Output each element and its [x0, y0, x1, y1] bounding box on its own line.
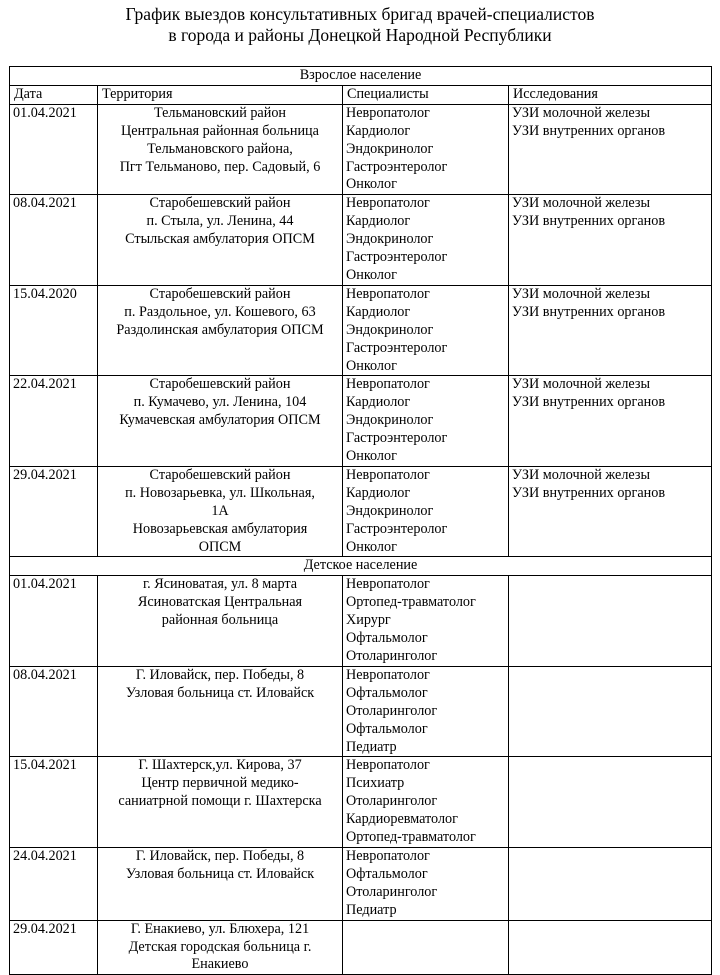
specialists-cell-line: Онколог	[346, 357, 397, 374]
specialists-cell-line: Эндокринолог	[346, 321, 434, 338]
studies-cell-line: УЗИ молочной железы	[512, 104, 651, 121]
date-cell: 24.04.2021	[10, 847, 98, 920]
specialists-cell	[343, 466, 509, 557]
studies-cell	[509, 376, 712, 467]
column-header-specialists: Специалисты	[343, 85, 509, 104]
territory-cell	[98, 666, 343, 757]
specialists-cell-line: Невропатолог	[346, 666, 430, 683]
territory-cell-line: Центр первичной медико-	[141, 775, 299, 792]
date-cell: 29.04.2021	[10, 466, 98, 557]
territory-cell	[98, 104, 343, 195]
studies-cell	[509, 104, 712, 195]
specialists-cell	[343, 195, 509, 286]
territory-cell-line: Стыльская амбулатория ОПСМ	[125, 231, 315, 248]
specialists-cell-line: Кардиолог	[346, 484, 411, 501]
specialists-cell-line: Невропатолог	[346, 757, 430, 774]
specialists-cell-line: Гастроэнтеролог	[346, 430, 448, 447]
studies-cell-line: УЗИ молочной железы	[512, 285, 651, 302]
territory-cell	[98, 576, 343, 667]
specialists-cell-line: Офтальмолог	[346, 865, 428, 882]
specialists-cell-line: Онколог	[346, 538, 397, 555]
specialists-cell-line: Отоларинголог	[346, 648, 438, 664]
table-row	[10, 666, 712, 757]
studies-cell	[509, 285, 712, 376]
specialists-cell	[343, 104, 509, 195]
territory-cell-line: Раздолинская амбулатория ОПСМ	[116, 321, 324, 338]
column-header-date: Дата	[10, 85, 98, 104]
territory-cell	[98, 285, 343, 376]
territory-cell-line: Узловая больница ст. Иловайск	[125, 684, 315, 701]
territory-cell	[98, 376, 343, 467]
specialists-cell-line: Гастроэнтеролог	[346, 339, 448, 356]
table-row	[10, 376, 712, 467]
specialists-cell-line: Эндокринолог	[346, 140, 434, 157]
specialists-cell-line: Хирург	[346, 612, 391, 629]
studies-cell	[509, 466, 712, 557]
children-section-row	[10, 557, 712, 576]
studies-cell-line: УЗИ внутренних органов	[512, 213, 666, 230]
date-cell: 08.04.2021	[10, 195, 98, 286]
territory-cell-line: Узловая больница ст. Иловайск	[125, 865, 315, 882]
specialists-cell-line: Гастроэнтеролог	[346, 520, 448, 537]
column-header-row	[10, 85, 712, 104]
date-cell: 22.04.2021	[10, 376, 98, 467]
specialists-cell-line: Кардиолог	[346, 213, 411, 230]
specialists-cell-line: Офтальмолог	[346, 630, 428, 647]
table-row	[10, 104, 712, 195]
territory-cell-line: ОПСМ	[198, 538, 242, 555]
specialists-cell	[343, 847, 509, 920]
specialists-cell-line: Эндокринолог	[346, 502, 434, 519]
territory-cell-line: п. Новозарьевка, ул. Школьная,	[125, 484, 315, 501]
date-cell: 29.04.2021	[10, 920, 98, 975]
column-header-studies: Исследования	[509, 85, 712, 104]
title-line-2: в города и районы Донецкой Народной Республики	[168, 25, 552, 45]
studies-cell-line: УЗИ молочной железы	[512, 376, 651, 393]
specialists-cell-line: Невропатолог	[346, 576, 430, 593]
territory-cell-line: Старобешевский район	[149, 285, 291, 302]
specialists-cell-line: Офтальмолог	[346, 720, 428, 737]
territory-cell	[98, 195, 343, 286]
territory-cell	[98, 847, 343, 920]
table-row	[10, 847, 712, 920]
table-row	[10, 757, 712, 848]
territory-cell-line: п. Стыла, ул. Ленина, 44	[146, 213, 294, 230]
date-cell: 08.04.2021	[10, 666, 98, 757]
studies-cell-line: УЗИ внутренних органов	[512, 122, 666, 139]
specialists-cell-line: Отоларинголог	[346, 702, 438, 719]
adult-section-row	[10, 67, 712, 86]
studies-cell-line: УЗИ внутренних органов	[512, 484, 666, 501]
specialists-cell-line: Психиатр	[346, 775, 405, 792]
specialists-cell-line: Отоларинголог	[346, 883, 438, 900]
specialists-cell-line: Офтальмолог	[346, 684, 428, 701]
territory-cell-line: 1А	[211, 502, 229, 519]
specialists-cell-line: Гастроэнтеролог	[346, 249, 448, 266]
date-cell: 01.04.2021	[10, 576, 98, 667]
studies-cell	[509, 757, 712, 848]
specialists-cell-line: Невропатолог	[346, 847, 430, 864]
adult-section-header: Взрослое население	[10, 67, 712, 86]
territory-cell-line: Старобешевский район	[149, 195, 291, 212]
specialists-cell	[343, 920, 509, 975]
territory-cell-line: Тельмановского района,	[147, 140, 293, 157]
territory-cell-line: Старобешевский район	[149, 376, 291, 393]
table-row	[10, 195, 712, 286]
title-line-1: График выездов консультативных бригад врачей-специалистов	[125, 4, 595, 24]
territory-cell-line: Ясиноватская Центральная	[137, 594, 303, 611]
studies-cell-line: УЗИ молочной железы	[512, 466, 651, 483]
specialists-cell	[343, 576, 509, 667]
territory-cell	[98, 466, 343, 557]
specialists-cell-line: Невропатолог	[346, 466, 430, 483]
specialists-cell-line: Кардиоревматолог	[346, 811, 458, 828]
children-section-header: Детское население	[10, 557, 712, 576]
territory-cell-line: районная больница	[161, 612, 279, 629]
document-title	[0, 4, 720, 46]
date-cell: 15.04.2020	[10, 285, 98, 376]
specialists-cell	[343, 285, 509, 376]
studies-cell	[509, 920, 712, 975]
territory-cell-line: Г. Иловайск, пер. Победы, 8	[135, 847, 305, 864]
specialists-cell-line: Ортопед-травматолог	[346, 829, 476, 846]
specialists-cell-line: Невропатолог	[346, 195, 430, 212]
specialists-cell-line: Онколог	[346, 448, 397, 465]
territory-cell-line: Новозарьевская амбулатория	[132, 520, 308, 537]
territory-cell	[98, 757, 343, 848]
territory-cell-line: п. Кумачево, ул. Ленина, 104	[133, 394, 307, 411]
specialists-cell-line: Невропатолог	[346, 104, 430, 121]
specialists-cell-line: Эндокринолог	[346, 412, 434, 429]
studies-cell	[509, 576, 712, 667]
schedule-table	[9, 66, 712, 975]
territory-cell-line: Енакиево	[191, 956, 249, 973]
specialists-cell-line: Невропатолог	[346, 285, 430, 302]
specialists-cell-line: Онколог	[346, 176, 397, 193]
date-cell: 15.04.2021	[10, 757, 98, 848]
territory-cell-line: Г. Иловайск, пер. Победы, 8	[135, 666, 305, 683]
territory-cell	[98, 920, 343, 975]
territory-cell-line: г. Ясиноватая, ул. 8 марта	[142, 576, 298, 593]
studies-cell	[509, 847, 712, 920]
specialists-cell	[343, 666, 509, 757]
specialists-cell-line: Педиатр	[346, 901, 397, 918]
table-row	[10, 920, 712, 975]
studies-cell-line: УЗИ внутренних органов	[512, 303, 666, 320]
specialists-cell-line: Кардиолог	[346, 122, 411, 139]
date-cell: 01.04.2021	[10, 104, 98, 195]
studies-cell-line: УЗИ внутренних органов	[512, 394, 666, 411]
specialists-cell-line: Ортопед-травматолог	[346, 594, 476, 611]
specialists-cell-line: Невропатолог	[346, 376, 430, 393]
specialists-cell-line: Эндокринолог	[346, 231, 434, 248]
specialists-cell	[343, 757, 509, 848]
studies-cell-line: УЗИ молочной железы	[512, 195, 651, 212]
specialists-cell-line: Педиатр	[346, 738, 397, 755]
studies-cell	[509, 195, 712, 286]
column-header-territory: Территория	[98, 85, 343, 104]
specialists-cell	[343, 376, 509, 467]
territory-cell-line: Центральная районная больница	[121, 122, 319, 139]
territory-cell-line: Тельмановский район	[153, 104, 287, 121]
specialists-cell-line: Кардиолог	[346, 394, 411, 411]
specialists-cell-line: Отоларинголог	[346, 793, 438, 810]
specialists-cell-line: Онколог	[346, 266, 397, 283]
territory-cell-line: п. Раздольное, ул. Кошевого, 63	[124, 303, 316, 320]
table-row	[10, 466, 712, 557]
territory-cell-line: Пгт Тельманово, пер. Садовый, 6	[119, 158, 321, 175]
studies-cell	[509, 666, 712, 757]
territory-cell-line: Г. Енакиево, ул. Блюхера, 121	[130, 920, 310, 937]
specialists-cell-line: Гастроэнтеролог	[346, 158, 448, 175]
territory-cell-line: Старобешевский район	[149, 466, 291, 483]
table-row	[10, 285, 712, 376]
table-row	[10, 576, 712, 667]
territory-cell-line: саниатрной помощи г. Шахтерска	[118, 793, 322, 810]
territory-cell-line: Кумачевская амбулатория ОПСМ	[119, 412, 321, 429]
specialists-cell-line: Кардиолог	[346, 303, 411, 320]
territory-cell-line: Г. Шахтерск,ул. Кирова, 37	[138, 757, 302, 774]
territory-cell-line: Детская городская больница г.	[128, 938, 312, 955]
